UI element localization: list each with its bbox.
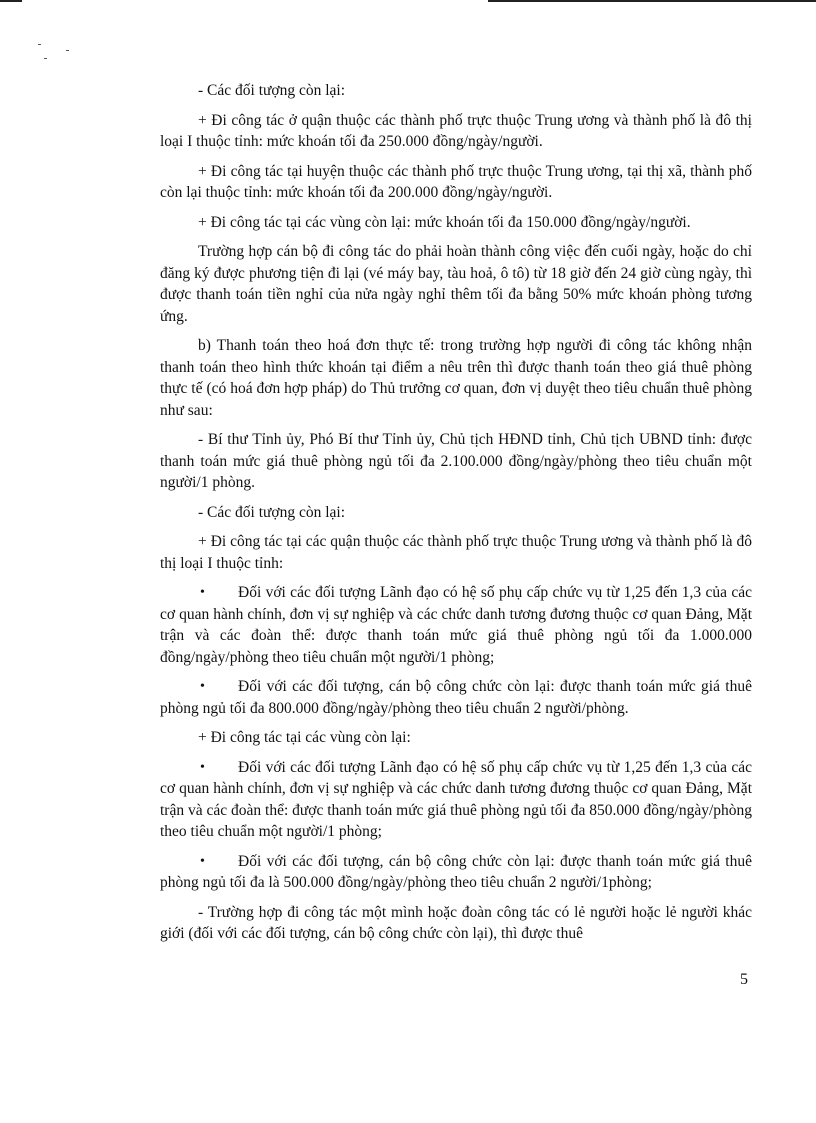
document-body — [160, 80, 752, 953]
paragraph-text: + Đi công tác tại các vùng còn lại: — [198, 729, 411, 746]
paragraph-text: + Đi công tác tại các vùng còn lại: mức khoán tối đa 150.000 đồng/ngày/người. — [198, 213, 691, 231]
paragraph — [160, 727, 752, 749]
scan-speck — [66, 50, 69, 51]
top-border-left — [0, 0, 22, 2]
bullet-icon: • — [200, 759, 205, 775]
paragraph-text: + Đi công tác ở quận thuộc các thành phố trực thuộc Trung ương và thành phố là đô thị loại I thuộc tỉnh: mức khoán tối đa 250.000 đồng/ngày/người. — [160, 111, 752, 150]
paragraph — [160, 241, 752, 327]
bullet-paragraph — [160, 676, 752, 719]
paragraph — [160, 110, 752, 153]
paragraph — [160, 902, 752, 945]
paragraph — [160, 212, 752, 234]
scan-speck — [44, 58, 47, 59]
paragraph — [160, 80, 752, 102]
paragraph-text: - Các đối tượng còn lại: — [198, 82, 346, 99]
paragraph-text: - Các đối tượng còn lại: — [198, 503, 346, 521]
paragraph — [160, 335, 752, 421]
bullet-paragraph — [160, 851, 752, 894]
paragraph-text: + Đi công tác tại huyện thuộc các thành phố trực thuộc Trung ương, tại thị xã, thành phố còn lại thuộc tỉnh: mức khoán tối đa 200.000 đồng/ngày/người. — [160, 162, 752, 201]
page-number: 5 — [740, 971, 748, 988]
paragraph-text: Đối với các đối tượng, cán bộ công chức còn lại: được thanh toán mức giá thuê phòng ngủ tối đa là 500.000 đồng/ngày/phòng theo tiêu chuẩn 2 người/1phòng; — [160, 852, 752, 891]
paragraph — [160, 161, 752, 204]
bullet-icon: • — [200, 853, 205, 869]
paragraph-text: b) Thanh toán theo hoá đơn thực tế: trong trường hợp người đi công tác không nhận thanh toán theo hình thức khoán tại điểm a nêu trên thì được thanh toán theo giá thuê phòng thực tế (có hoá đơn hợp pháp) do Thủ trưởng cơ quan, đơn vị duyệt theo tiêu chuẩn thuê phòng như sau: — [160, 337, 752, 419]
paragraph-text: Đối với các đối tượng Lãnh đạo có hệ số phụ cấp chức vụ từ 1,25 đến 1,3 của các cơ quan hành chính, đơn vị sự nghiệp và các chức danh tương đương thuộc cơ quan Đảng, Mặt trận và các đoàn thể: được thanh toán mức giá thuê phòng ngủ tối đa 1.000.000 đồng/ngày/phòng theo tiêu chuẩn một người/1 phòng; — [160, 584, 752, 666]
paragraph-text: Đối với các đối tượng Lãnh đạo có hệ số phụ cấp chức vụ từ 1,25 đến 1,3 của các cơ quan hành chính, đơn vị sự nghiệp và các chức danh tương đương thuộc cơ quan Đảng, Mặt trận và các đoàn thể: được thanh toán mức giá thuê phòng ngủ tối đa 850.000 đồng/ngày/phòng theo tiêu chuẩn một người/1 phòng; — [160, 758, 752, 840]
bullet-paragraph — [160, 757, 752, 843]
top-border-right — [488, 0, 816, 2]
bullet-icon: • — [200, 679, 205, 694]
bullet-icon: • — [200, 585, 205, 600]
paragraph — [160, 502, 752, 524]
scan-speck — [38, 44, 41, 45]
paragraph-text: Trường hợp cán bộ đi công tác do phải hoàn thành công việc đến cuối ngày, hoặc do chỉ đăng ký được phương tiện đi lại (vé máy bay, tàu hoả, ô tô) từ 18 giờ đến 24 giờ cùng ngày, thì được thanh toán tiền nghỉ của nửa ngày nghỉ thêm tối đa bằng 50% mức khoán phòng tương ứng. — [160, 243, 752, 325]
paragraph-text: Đối với các đối tượng, cán bộ công chức còn lại: được thanh toán mức giá thuê phòng ngủ tối đa 800.000 đồng/ngày/phòng theo tiêu chuẩn 2 người/phòng. — [160, 678, 752, 717]
paragraph-text: - Bí thư Tỉnh ủy, Phó Bí thư Tỉnh ủy, Chủ tịch HĐND tỉnh, Chủ tịch UBND tỉnh: được thanh toán mức giá thuê phòng ngủ tối đa 2.100.000 đồng/ngày/phòng theo tiêu chuẩn một người/1 phòng. — [160, 431, 752, 491]
bullet-paragraph — [160, 582, 752, 668]
paragraph — [160, 429, 752, 494]
paragraph-text: - Trường hợp đi công tác một mình hoặc đoàn công tác có lẻ người hoặc lẻ người khác giới (đối với các đối tượng, cán bộ công chức còn lại), thì được thuê — [160, 903, 752, 942]
paragraph — [160, 531, 752, 574]
paragraph-text: + Đi công tác tại các quận thuộc các thành phố trực thuộc Trung ương và thành phố là đô thị loại I thuộc tỉnh: — [160, 533, 752, 572]
